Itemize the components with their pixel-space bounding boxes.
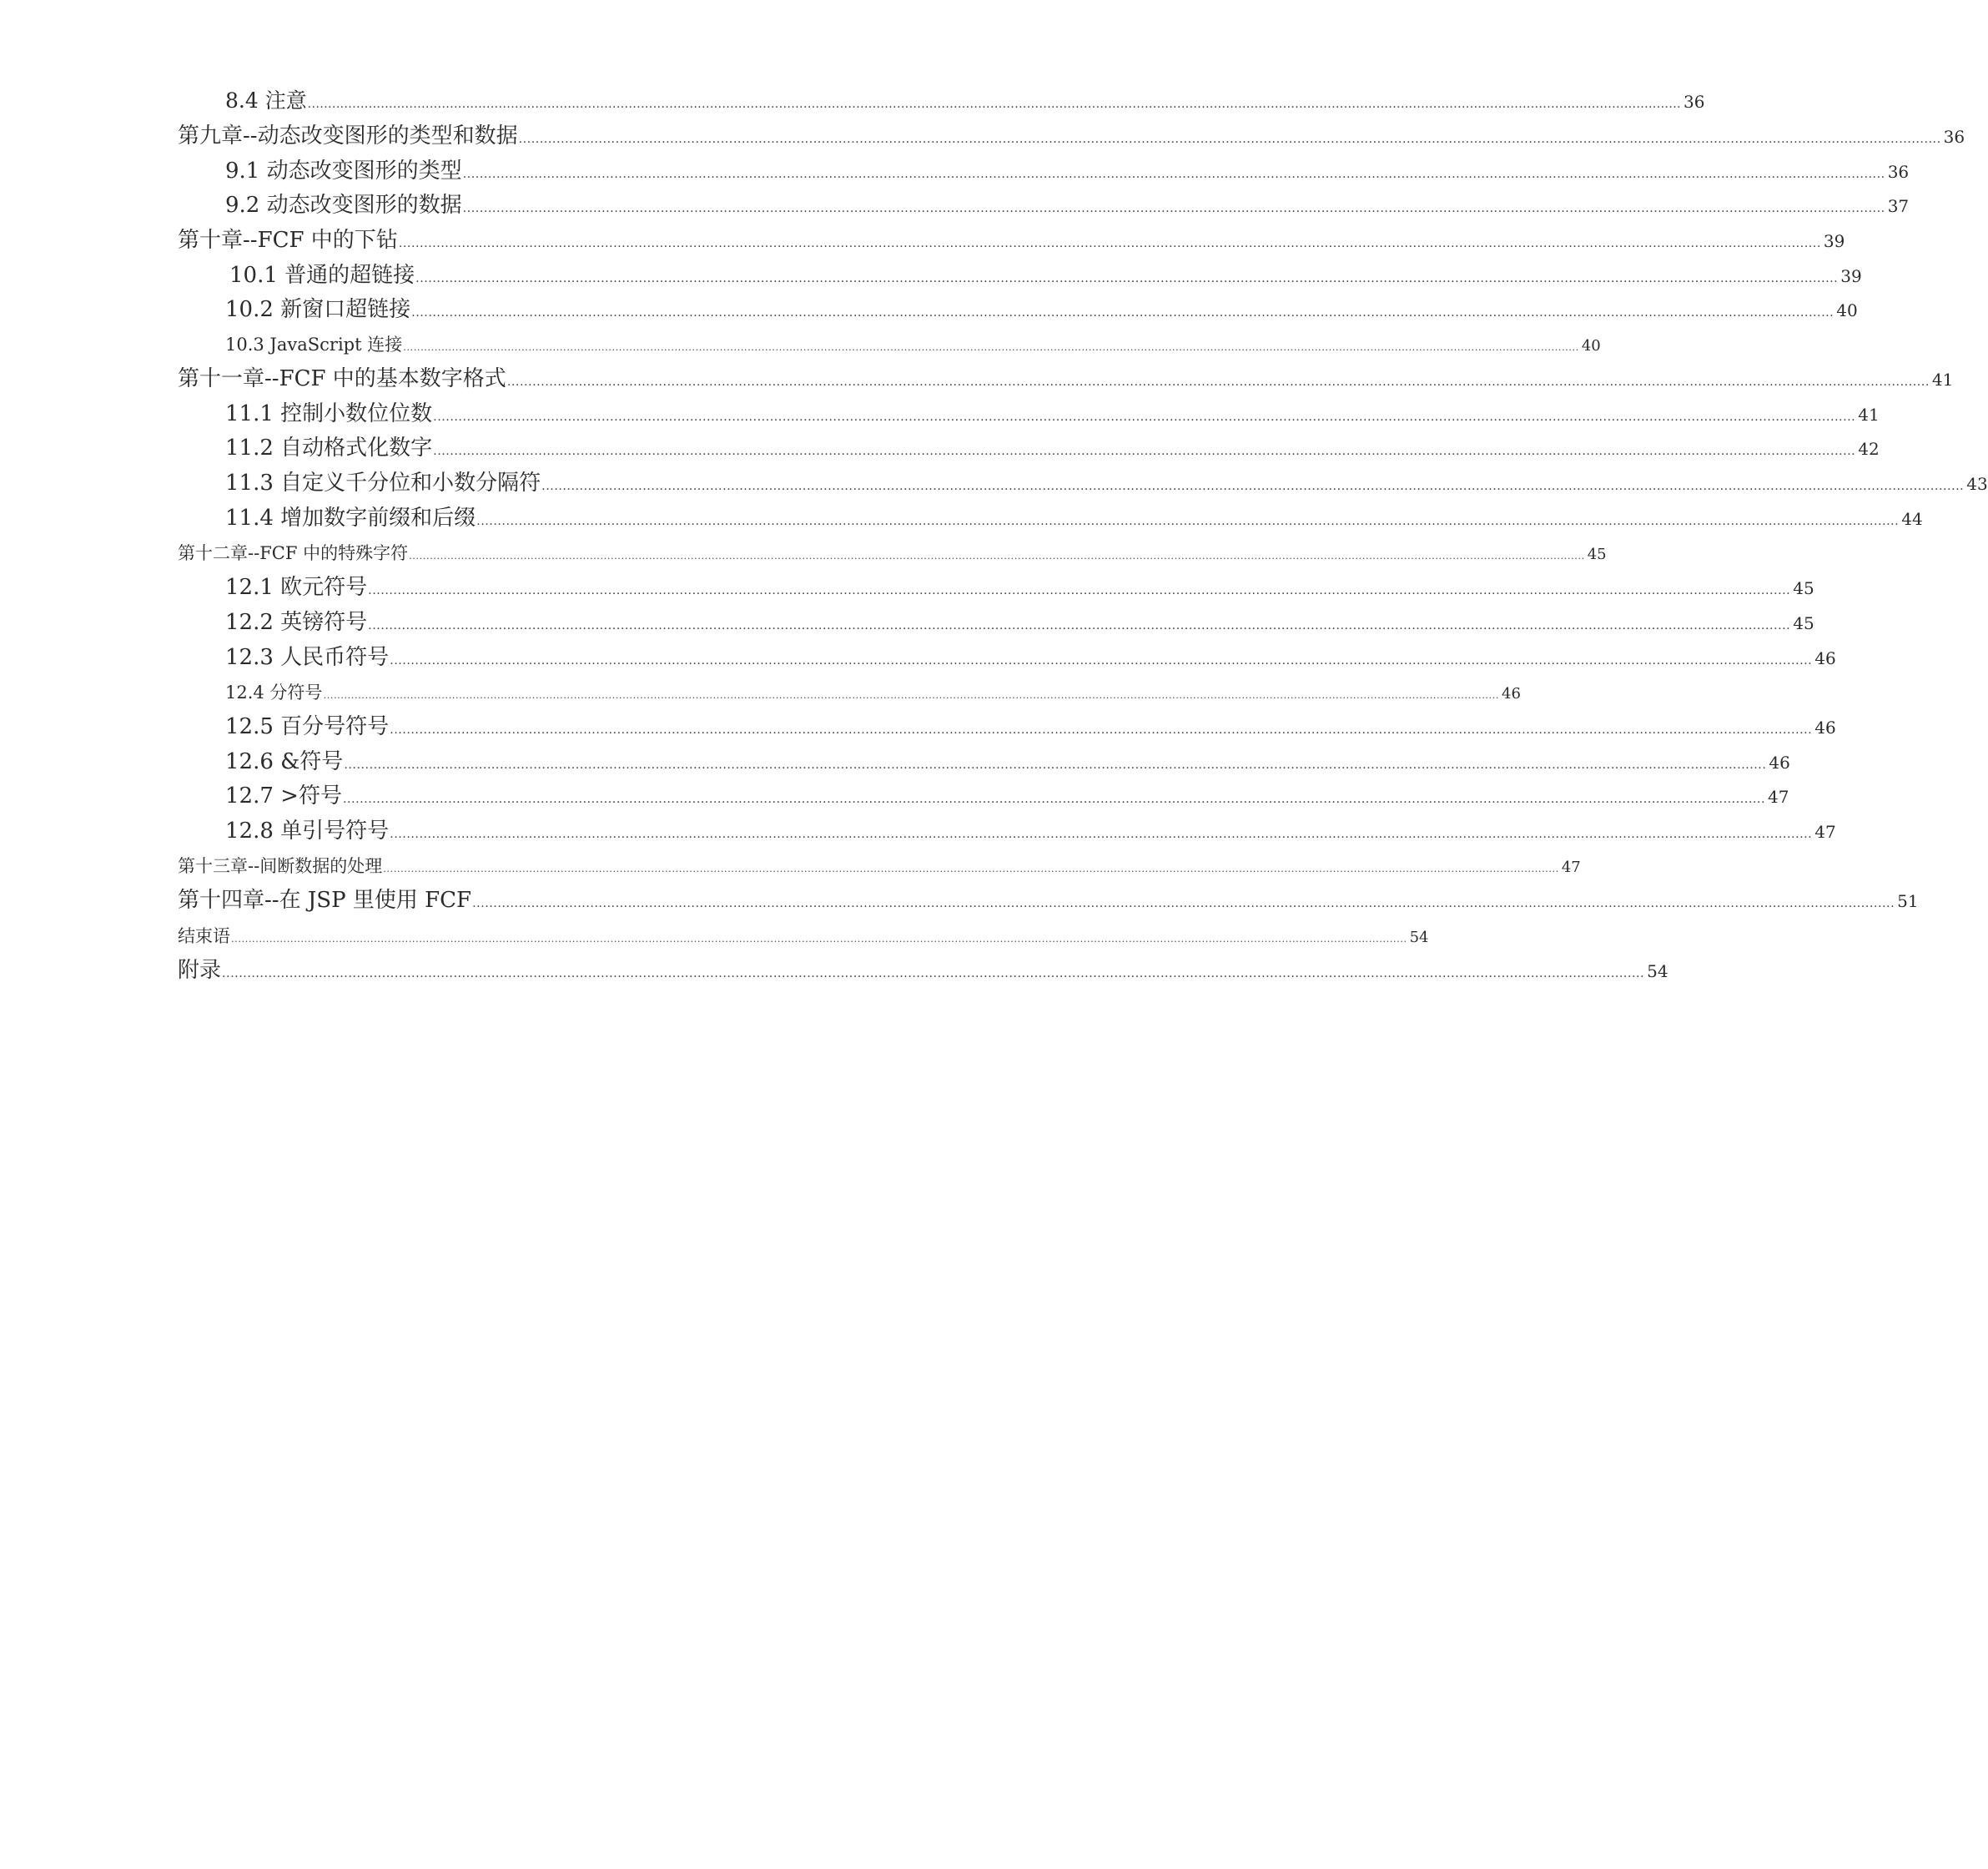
toc-entry-page: 51 (1897, 891, 1919, 911)
toc-leader-dots: .................................................................................................................................................................................................................................................................................................................................................. (433, 445, 1856, 458)
toc-entry-page: 39 (1823, 231, 1845, 251)
toc-entry-title: 9.2 动态改变图形的数据 (225, 193, 462, 218)
toc-entry-page: 37 (1887, 196, 1910, 216)
toc-entry (225, 471, 1988, 496)
toc-entry (225, 714, 1836, 739)
toc-entry-page: 41 (1931, 370, 1954, 390)
toc-entry-page: 45 (1587, 546, 1607, 563)
toc-leader-dots: .................................................................................................................................................................................................................................................................................................................................................. (342, 793, 1766, 806)
toc-leader-dots: .................................................................................................................................................................................................................................................................................................................................................. (541, 480, 1965, 493)
toc-entry-page: 41 (1858, 405, 1880, 425)
toc-entry (225, 193, 1910, 218)
toc-entry (225, 297, 1858, 322)
toc-entry-page: 40 (1836, 300, 1858, 320)
toc-leader-dots: .................................................................................................................................................................................................................................................................................................................................................. (472, 897, 1895, 910)
toc-leader-dots: .................................................................................................................................................................................................................................................................................................................................................. (518, 133, 1941, 146)
toc-entry-title: 结束语 (178, 926, 230, 946)
toc-leader-dots: .................................................................................................................................................................................................................................................................................................................................................. (307, 98, 1682, 111)
toc-entry-page: 47 (1768, 787, 1789, 807)
toc-entry (178, 856, 1581, 876)
toc-entry (178, 366, 1954, 391)
toc-entry-page: 44 (1901, 509, 1923, 529)
toc-entry-title: 12.3 人民币符号 (225, 645, 390, 670)
toc-entry (178, 123, 1965, 149)
toc-leader-dots: .................................................................................................................................................................................................................................................................................................................................................. (462, 168, 1885, 181)
toc-entry-page: 43 (1966, 474, 1988, 494)
toc-leader-dots: .................................................................................................................................................................................................................................................................................................................................................. (368, 619, 1791, 632)
toc-entry-page: 54 (1409, 929, 1429, 946)
toc-leader-dots: .................................................................................................................................................................................................................................................................................................................................................. (462, 202, 1885, 215)
toc-entry-title: 10.1 普通的超链接 (229, 263, 415, 288)
toc-leader-dots: .................................................................................................................................................................................................................................................................................................................................................. (231, 933, 1407, 945)
toc-entry (178, 543, 1607, 563)
toc-entry-title: 10.3 JavaScript 连接 (225, 335, 403, 355)
toc-entry-title: 12.4 分符号 (225, 683, 323, 703)
toc-entry (225, 645, 1836, 670)
toc-leader-dots: .................................................................................................................................................................................................................................................................................................................................................. (344, 758, 1767, 772)
toc-leader-dots: .................................................................................................................................................................................................................................................................................................................................................. (383, 863, 1559, 874)
toc-leader-dots: .................................................................................................................................................................................................................................................................................................................................................. (398, 237, 1821, 250)
toc-entry (225, 819, 1836, 844)
toc-entry (229, 263, 1862, 288)
toc-leader-dots: .................................................................................................................................................................................................................................................................................................................................................. (368, 584, 1791, 597)
toc-entry-title: 附录 (178, 958, 222, 983)
toc-entry (225, 401, 1880, 426)
toc-entry (225, 610, 1814, 635)
toc-leader-dots: .................................................................................................................................................................................................................................................................................................................................................. (506, 375, 1930, 389)
toc-entry-page: 54 (1647, 961, 1668, 981)
toc-entry-page: 47 (1814, 822, 1836, 842)
toc-entry-page: 36 (1887, 162, 1910, 182)
toc-entry-title: 11.4 增加数字前缀和后缀 (225, 506, 476, 531)
toc-leader-dots: .................................................................................................................................................................................................................................................................................................................................................. (409, 550, 1585, 562)
toc-entry-page: 39 (1840, 266, 1862, 286)
toc-entry (225, 749, 1790, 774)
toc-entry-title: 第十二章--FCF 中的特殊字符 (178, 543, 409, 563)
toc-entry (225, 159, 1910, 184)
toc-entry (225, 783, 1789, 809)
toc-entry-page: 45 (1793, 613, 1814, 633)
toc-leader-dots: .................................................................................................................................................................................................................................................................................................................................................. (433, 411, 1856, 424)
toc-leader-dots: .................................................................................................................................................................................................................................................................................................................................................. (415, 272, 1839, 285)
toc-entry-title: 10.2 新窗口超链接 (225, 297, 411, 322)
toc-entry (225, 683, 1521, 703)
toc-entry (225, 335, 1601, 355)
toc-entry-page: 36 (1943, 127, 1965, 147)
toc-entry (225, 506, 1923, 531)
toc-entry (225, 575, 1814, 600)
toc-entry-title: 11.3 自定义千分位和小数分隔符 (225, 471, 541, 496)
toc-entry-title: 12.5 百分号符号 (225, 714, 390, 739)
toc-entry-page: 36 (1684, 92, 1705, 112)
toc-leader-dots: .................................................................................................................................................................................................................................................................................................................................................. (390, 723, 1813, 737)
toc-entry-title: 12.2 英镑符号 (225, 610, 368, 635)
toc-entry-page: 45 (1793, 578, 1814, 598)
toc-entry-title: 12.8 单引号符号 (225, 819, 390, 844)
toc-entry-title: 11.2 自动格式化数字 (225, 436, 433, 461)
toc-entry-title: 11.1 控制小数位位数 (225, 401, 433, 426)
toc-entry-title: 第十三章--间断数据的处理 (178, 856, 383, 876)
toc-entry-title: 第九章--动态改变图形的类型和数据 (178, 123, 518, 149)
toc-entry (178, 958, 1668, 983)
toc-leader-dots: .................................................................................................................................................................................................................................................................................................................................................. (323, 689, 1500, 701)
toc-leader-dots: .................................................................................................................................................................................................................................................................................................................................................. (411, 306, 1834, 320)
toc-entry-title: 8.4 注意 (225, 88, 307, 113)
toc-entry (178, 228, 1845, 253)
toc-leader-dots: .................................................................................................................................................................................................................................................................................................................................................. (390, 654, 1813, 668)
toc-entry-title: 第十一章--FCF 中的基本数字格式 (178, 366, 506, 391)
toc-entry-title: 9.1 动态改变图形的类型 (225, 159, 462, 184)
toc-entry-title: 12.7 >符号 (225, 783, 342, 809)
toc-leader-dots: .................................................................................................................................................................................................................................................................................................................................................. (476, 515, 1900, 528)
toc-entry-page: 42 (1858, 439, 1880, 459)
toc-entry-page: 46 (1814, 648, 1836, 668)
toc-entry-page: 46 (1814, 718, 1836, 738)
toc-entry-page: 46 (1769, 753, 1790, 773)
toc-leader-dots: .................................................................................................................................................................................................................................................................................................................................................. (390, 828, 1813, 841)
toc-entry (225, 436, 1880, 461)
toc-entry-title: 12.1 欧元符号 (225, 575, 368, 600)
toc-entry-page: 47 (1561, 859, 1581, 876)
toc-leader-dots: .................................................................................................................................................................................................................................................................................................................................................. (403, 341, 1579, 353)
toc-leader-dots: .................................................................................................................................................................................................................................................................................................................................................. (222, 967, 1645, 980)
toc-entry-page: 40 (1581, 337, 1601, 355)
toc-entry (225, 88, 1705, 113)
toc-entry (178, 926, 1429, 946)
toc-entry-title: 12.6 &符号 (225, 749, 344, 774)
toc-entry (178, 888, 1919, 913)
toc-entry-title: 第十四章--在 JSP 里使用 FCF (178, 888, 472, 913)
toc-entry-title: 第十章--FCF 中的下钻 (178, 228, 398, 253)
toc-entry-page: 46 (1502, 685, 1521, 703)
